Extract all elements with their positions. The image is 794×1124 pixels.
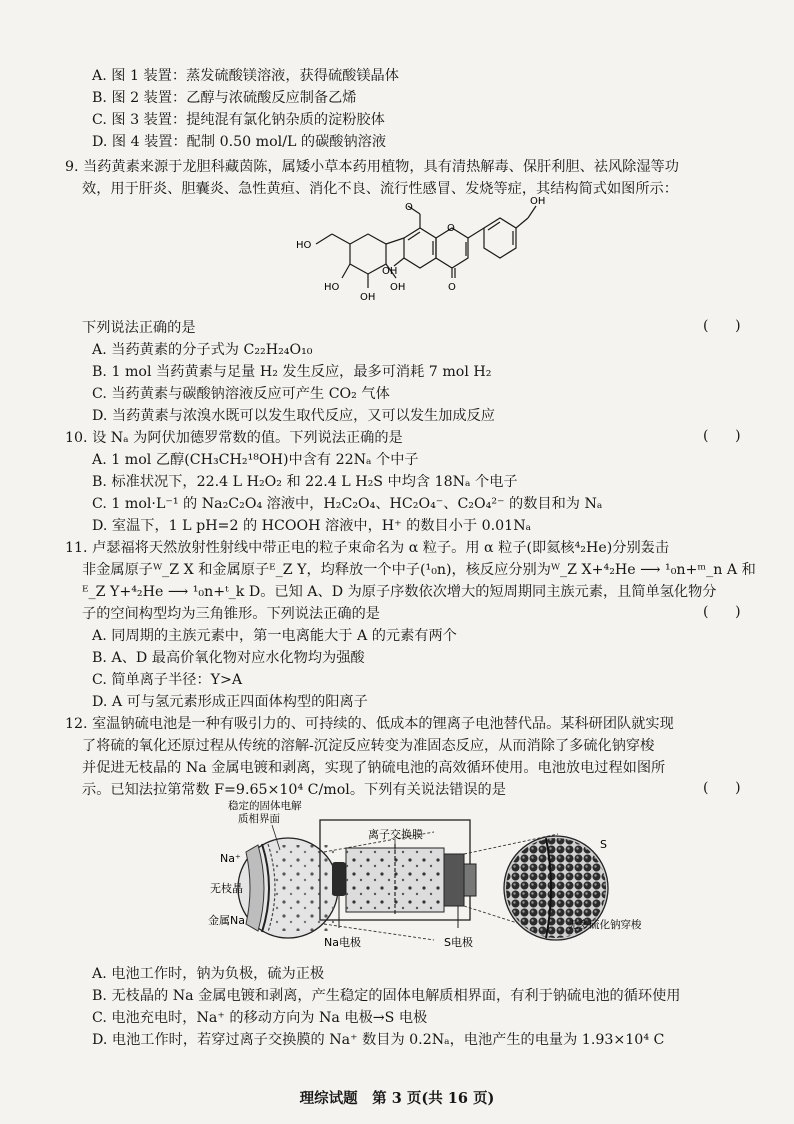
q11-option-a: A. 同周期的主族元素中，第一电离能大于 A 的元素有两个 — [92, 628, 457, 644]
q8-option-a: A. 图 1 装置：蒸发硫酸镁溶液，获得硫酸镁晶体 — [92, 68, 399, 84]
na-ion-label: Na⁺ — [220, 852, 241, 865]
q11-option-d: D. A 可与氢元素形成正四面体构型的阳离子 — [92, 694, 368, 710]
q9-option-d: D. 当药黄素与浓溴水既可以发生取代反应，又可以发生加成反应 — [92, 408, 495, 424]
ho-bottom-label: HO — [324, 282, 340, 293]
q10-answer-paren: ( ) — [703, 428, 741, 444]
q10-option-a: A. 1 mol 乙醇(CH₃CH₂¹⁸OH)中含有 22Nₐ 个中子 — [92, 452, 419, 468]
na-electrode-label: Na电极 — [324, 936, 361, 949]
q11-stem-line-4: 子的空间构型均为三角锥形。下列说法正确的是 — [82, 606, 380, 622]
q12-stem-line-1: 12. 室温钠硫电池是一种有吸引力的、可持续的、低成本的锂离子电池替代品。某科研团队就实现 — [65, 716, 674, 732]
dendrite-free-label: 无枝晶 — [210, 882, 243, 895]
q9-option-b: B. 1 mol 当药黄素与足量 H₂ 发生反应，最多可消耗 7 mol H₂ — [92, 364, 492, 380]
carbonyl-o-label: O — [448, 282, 456, 293]
ho-left-label: HO — [296, 240, 312, 251]
oh-ring-label: OH — [382, 266, 398, 277]
q10-option-c: C. 1 mol·L⁻¹ 的 Na₂C₂O₄ 溶液中，H₂C₂O₄、HC₂O₄⁻、C₂O₄²⁻ 的数目和为 Nₐ — [92, 496, 603, 512]
q11-stem-line-1: 11. 卢瑟福将天然放射性射线中带正电的粒子束命名为 α 粒子。用 α 粒子(即氦核⁴₂He)分别轰击 — [65, 540, 670, 556]
q11-stem-line-3: ᴱ_Z Y+⁴₂He ⟶ ¹₀n+ᵗ_k D。已知 A、D 为原子序数依次增大的短周期同主族元素，且简单氢化物分 — [82, 584, 717, 600]
oh-sugar-right-label: OH — [390, 282, 406, 293]
membrane-label: 离子交换膜 — [368, 828, 423, 841]
no-shuttle-label: 无多硫化钠穿梭 — [568, 919, 642, 931]
page-footer: 理综试题 第 3 页(共 16 页) — [299, 1090, 495, 1107]
metal-na-label: 金属Na — [208, 914, 245, 927]
q12-battery-diagram — [196, 800, 666, 960]
q11-stem-line-2: 非金属原子ᵂ_Z X 和金属原子ᴱ_Z Y，均释放一个中子(¹₀n)，核反应分别为ᵂ_Z X+⁴₂He ⟶ ¹₀n+ᵐ_n A 和 — [82, 562, 756, 578]
sei-label-line-2: 质相界面 — [238, 813, 280, 825]
q11-answer-paren: ( ) — [703, 604, 741, 620]
ring-o-label: O — [447, 223, 455, 234]
q9-stem-line-1: 9. 当药黄素来源于龙胆科藏茵陈，属矮小草本药用植物，具有清热解毒、保肝利胆、祛风除湿等功 — [65, 159, 679, 175]
q12-option-d: D. 电池工作时，若穿过离子交换膜的 Na⁺ 数目为 0.2Nₐ，电池产生的电量为 1.93×10⁴ C — [92, 1032, 665, 1048]
q12-option-b: B. 无枝晶的 Na 金属电镀和剥离，产生稳定的固体电解质相界面，有利于钠硫电池的循环使用 — [92, 988, 681, 1004]
q8-option-d: D. 图 4 装置：配制 0.50 mol/L 的碳酸钠溶液 — [92, 134, 387, 150]
s-electrode-label: S电极 — [444, 936, 473, 949]
q10-stem: 10. 设 Nₐ 为阿伏加德罗常数的值。下列说法正确的是 — [65, 430, 403, 446]
q12-option-a: A. 电池工作时，钠为负极，硫为正极 — [92, 966, 325, 982]
q12-option-c: C. 电池充电时，Na⁺ 的移动方向为 Na 电极→S 电极 — [92, 1010, 428, 1026]
q9-option-c: C. 当药黄素与碳酸钠溶液反应可产生 CO₂ 气体 — [92, 386, 390, 402]
q11-option-c: C. 简单离子半径：Y>A — [92, 672, 243, 688]
sei-label-line-1: 稳定的固体电解 — [228, 800, 302, 812]
q10-option-b: B. 标准状况下，22.4 L H₂O₂ 和 22.4 L H₂S 中均含 18Nₐ 个电子 — [92, 474, 518, 490]
s-label: S — [600, 838, 607, 851]
oh-bottom-label: OH — [360, 292, 376, 303]
q9-stem-line-2: 效，用于肝炎、胆囊炎、急性黄疸、消化不良、流行性感冒、发烧等症，其结构简式如图所示： — [82, 181, 678, 197]
methoxy-o-label: O — [405, 202, 413, 213]
q10-option-d: D. 室温下，1 L pH=2 的 HCOOH 溶液中，H⁺ 的数目小于 0.01Nₐ — [92, 518, 532, 534]
q9-prompt: 下列说法正确的是 — [82, 320, 196, 336]
b-ring-oh-label: OH — [530, 196, 546, 207]
q12-stem-line-3: 并促进无枝晶的 Na 金属电镀和剥离，实现了钠硫电池的高效循环使用。电池放电过程如图所 — [82, 760, 666, 776]
q12-answer-paren: ( ) — [703, 780, 741, 796]
q8-option-b: B. 图 2 装置：乙醇与浓硫酸反应制备乙烯 — [92, 90, 357, 106]
sei-magnified-circle — [238, 838, 338, 938]
q9-option-a: A. 当药黄素的分子式为 C₂₂H₂₄O₁₀ — [92, 342, 313, 358]
q12-stem-line-2: 了将硫的氧化还原过程从传统的溶解-沉淀反应转变为准固态反应，从而消除了多硫化钠穿梭 — [82, 738, 655, 754]
q8-option-c: C. 图 3 装置：提纯混有氯化钠杂质的淀粉胶体 — [92, 112, 385, 128]
q9-answer-paren: ( ) — [703, 318, 741, 334]
q12-stem-line-4: 示。已知法拉第常数 F=9.65×10⁴ C/mol。下列有关说法错误的是 — [82, 782, 506, 798]
q11-option-b: B. A、D 最高价氧化物对应水化物均为强酸 — [92, 650, 365, 666]
q9-structure-formula — [290, 186, 560, 306]
